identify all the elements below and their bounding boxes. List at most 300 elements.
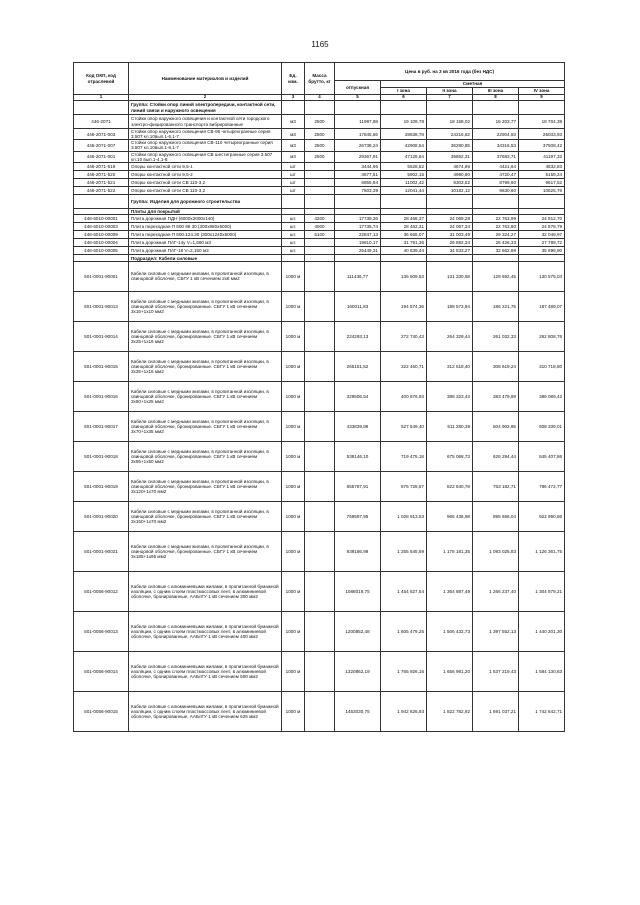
zone-1-price: 19 109,78: [381, 115, 427, 129]
item-mass: 2500: [305, 129, 335, 140]
item-name: Опоры контактной сети СВ 110-3,2: [129, 178, 282, 186]
zone-3-price: 1 397 552,13: [473, 611, 519, 651]
release-price: 25449,31: [335, 247, 381, 255]
zone-2-price: 1 822 782,92: [427, 691, 473, 731]
item-unit: шт.: [282, 231, 305, 239]
zone-4-price: 35 698,90: [519, 247, 565, 255]
zone-3-price: 22 763,99: [473, 215, 519, 223]
zone-2-price: 9303,52: [427, 178, 473, 186]
zone-1-price: 272 740,43: [381, 321, 427, 351]
item-name: Кабели силовые с медными жилами, в пропитанной изоляции, в свинцовой оболочке, бронированные. СБГУ 1 кВ сечением 3х120+1х70 мм2: [129, 471, 282, 501]
item-mass: [305, 162, 335, 170]
zone-3-price: 763 182,71: [473, 471, 519, 501]
empty-cell: [305, 101, 335, 115]
zone-3-price: 1 093 025,83: [473, 531, 519, 571]
item-unit: шт.: [282, 215, 305, 223]
table-row: [74, 531, 565, 571]
zone-3-price: 186 221,75: [473, 291, 519, 321]
zone-2-price: 31 003,49: [427, 231, 473, 239]
release-price: 433839,98: [335, 411, 381, 441]
item-unit: 1000 м: [282, 321, 305, 351]
zone-2-price: 511 280,39: [427, 411, 473, 441]
zone-2-price: 965 436,98: [427, 501, 473, 531]
zone-4-price: 1 304 879,21: [519, 571, 565, 611]
row-code-cell: [74, 194, 129, 208]
item-name: Кабели силовые с медными жилами, в пропитанной изоляции, в свинцовой оболочке, бронированные. СБГУ 1 кВ сечением 3х70+1х35 мм2: [129, 411, 282, 441]
zone-4-price: 41197,32: [519, 151, 565, 162]
release-price: 11997,88: [335, 115, 381, 129]
zone-3-price: 308 619,24: [473, 351, 519, 381]
item-name: Кабели силовые с алюминиевыми жилами, в пропитанной бумажной изоляции, с одним слоем пластмассовых лент, в алюминиевой оболочке, бронированные. ААБлГУ 1 кВ сечением 625 мм2: [129, 691, 282, 731]
zone-3-price: 25 426,33: [473, 239, 519, 247]
zone-1-price: 31 791,36: [381, 239, 427, 247]
zone-2-price: 4990,80: [427, 170, 473, 178]
item-mass: [305, 471, 335, 501]
zone-3-price: 22904,93: [473, 129, 519, 140]
table-row: [74, 651, 565, 691]
item-code: 446-6010-00005: [74, 247, 129, 255]
release-price: 265151,52: [335, 351, 381, 381]
item-code: 446-2071-001: [74, 151, 129, 162]
table-row: [74, 501, 565, 531]
release-price: 1088019,75: [335, 571, 381, 611]
table-row: [74, 351, 565, 381]
col-number: 1: [74, 95, 129, 101]
header-estimate: Сметная: [381, 81, 565, 88]
item-name: Плита дорожная ПДН (6000х2000х140): [129, 215, 282, 223]
table-row: [74, 261, 565, 291]
item-mass: [305, 381, 335, 411]
item-name: Плита дорожная ПАГ-18 V=2,160 м3: [129, 247, 282, 255]
item-code: 446-2071: [74, 115, 129, 129]
zone-3-price: 4720,47: [473, 170, 519, 178]
item-unit: м3: [282, 140, 305, 151]
item-mass: 2500: [305, 151, 335, 162]
zone-3-price: 37693,71: [473, 151, 519, 162]
item-name: Кабели силовые с медными жилами, в пропитанной изоляции, в свинцовой оболочке, СБГУ 1 кВ сечением 2х6 мм2: [129, 261, 282, 291]
header-zone-2: II зона: [427, 88, 473, 95]
item-name: Кабели силовые с алюминиевыми жилами, в пропитанной бумажной изоляции, с одним слоем пластмассовых лент, в алюминиевой оболочке, бронированные. ААБлГУ 1 кВ сечением 400 мм2: [129, 611, 282, 651]
item-name: Плита переходная П 600.124.30 (300х1240х6000): [129, 231, 282, 239]
item-mass: [305, 411, 335, 441]
zone-2-price: 675 068,73: [427, 441, 473, 471]
group-title: Группа: Стойки опор линий электропередачи, контактной сети, линий связи и наружного освещения: [129, 101, 282, 115]
zone-4-price: 386 089,42: [519, 381, 565, 411]
zone-1-price: 1 028 913,53: [381, 501, 427, 531]
item-mass: 4200: [305, 215, 335, 223]
zone-4-price: 645 407,86: [519, 441, 565, 471]
item-code: 501-0056-90015: [74, 691, 129, 731]
item-unit: шт: [282, 186, 305, 194]
zone-2-price: 1 656 981,20: [427, 651, 473, 691]
release-price: 17735,74: [335, 223, 381, 231]
item-name: Стойки опор наружного освещения и контактной сети городского электро-фицированного транспорта вибрированные: [129, 115, 282, 129]
zone-4-price: 130 575,04: [519, 261, 565, 291]
item-code: 501-0001-90001: [74, 261, 129, 291]
item-unit: шт.: [282, 239, 305, 247]
release-price: 7503,39: [335, 186, 381, 194]
item-mass: [305, 611, 335, 651]
item-unit: 1000 м: [282, 571, 305, 611]
zone-2-price: 36280,85: [427, 140, 473, 151]
table-row: [74, 151, 565, 162]
zone-2-price: 1 178 181,35: [427, 531, 473, 571]
item-mass: [305, 501, 335, 531]
table-row: [74, 140, 565, 151]
zone-1-price: 42908,54: [381, 140, 427, 151]
item-unit: 1000 м: [282, 351, 305, 381]
item-mass: [305, 170, 335, 178]
zone-2-price: 18 158,02: [427, 115, 473, 129]
item-unit: 1000 м: [282, 411, 305, 441]
zone-1-price: 194 574,36: [381, 291, 427, 321]
item-code: 501-0056-90014: [74, 651, 129, 691]
item-mass: 2500: [305, 140, 335, 151]
item-unit: 1000 м: [282, 611, 305, 651]
release-price: 1200852,48: [335, 611, 381, 651]
zone-4-price: 5159,24: [519, 170, 565, 178]
zone-1-price: 36 665,07: [381, 231, 427, 239]
zone-2-price: 131 330,58: [427, 261, 473, 291]
zone-4-price: 1 742 642,71: [519, 691, 565, 731]
table-body: [74, 101, 565, 732]
zone-3-price: 22 763,80: [473, 223, 519, 231]
zone-4-price: 10525,76: [519, 186, 565, 194]
item-unit: шт.: [282, 223, 305, 231]
zone-3-price: 32 662,88: [473, 247, 519, 255]
table-row: [74, 239, 565, 247]
zone-1-price: 11002,42: [381, 178, 427, 186]
item-name: Кабели силовые с алюминиевыми жилами, в пропитанной бумажной изоляции, с одним слоем пластмассовых лент, в алюминиевой оболочке, бронированные. ААБлГУ 1 кВ сечением 300 мм2: [129, 571, 282, 611]
table-row: [74, 247, 565, 255]
empty-cell: [305, 194, 335, 208]
zone-2-price: 24 067,34: [427, 223, 473, 231]
release-price: 538146,10: [335, 441, 381, 471]
release-price: 3677,51: [335, 170, 381, 178]
item-unit: 1000 м: [282, 471, 305, 501]
table-row: [74, 162, 565, 170]
zone-2-price: 188 573,94: [427, 291, 473, 321]
item-unit: 1000 м: [282, 531, 305, 571]
item-mass: [305, 178, 335, 186]
item-unit: м3: [282, 115, 305, 129]
zone-4-price: 1 584 130,83: [519, 651, 565, 691]
item-code: 501-0056-90012: [74, 571, 129, 611]
item-unit: м3: [282, 151, 305, 162]
release-price: 19810,17: [335, 239, 381, 247]
zone-1-price: 719 475,18: [381, 441, 427, 471]
zone-4-price: 922 990,86: [519, 501, 565, 531]
item-mass: [305, 441, 335, 471]
release-price: 329506,54: [335, 381, 381, 411]
zone-4-price: 508 339,01: [519, 411, 565, 441]
zone-1-price: 1 605 479,25: [381, 611, 427, 651]
header-price: Цена в руб. на 3 кв 2016 года (без НДС): [335, 63, 565, 81]
item-code: 501-0001-90020: [74, 501, 129, 531]
zone-3-price: 383 479,69: [473, 381, 519, 411]
zone-2-price: 24216,62: [427, 129, 473, 140]
zone-4-price: 262 808,76: [519, 321, 565, 351]
col-number: 2: [129, 95, 282, 101]
item-mass: 4000: [305, 223, 335, 231]
zone-2-price: 10182,12: [427, 186, 473, 194]
item-code: 446-6010-00001: [74, 215, 129, 223]
item-mass: [305, 651, 335, 691]
empty-cell: [427, 194, 473, 208]
col-number: 6: [381, 95, 427, 101]
empty-cell: [473, 101, 519, 115]
zone-2-price: 24 069,28: [427, 215, 473, 223]
item-unit: 1000 м: [282, 381, 305, 411]
zone-4-price: 25033,93: [519, 129, 565, 140]
table-row: [74, 571, 565, 611]
item-code: 501-0001-90018: [74, 441, 129, 471]
header-name: Наименование материалов и изделий: [129, 63, 282, 95]
item-unit: 1000 м: [282, 501, 305, 531]
zone-1-price: 5528,52: [381, 162, 427, 170]
zone-1-price: 1 765 926,16: [381, 651, 427, 691]
table-row: [74, 223, 565, 231]
item-mass: [305, 351, 335, 381]
release-price: 1320862,19: [335, 651, 381, 691]
zone-1-price: 40 839,44: [381, 247, 427, 255]
item-mass: [305, 186, 335, 194]
item-code: 501-0001-90019: [74, 471, 129, 501]
table-row: [74, 194, 565, 208]
item-unit: 1000 м: [282, 691, 305, 731]
col-number: 9: [519, 95, 565, 101]
header-zone-3: III зона: [473, 88, 519, 95]
zone-4-price: 27 789,72: [519, 239, 565, 247]
item-code: 501-0056-90013: [74, 611, 129, 651]
item-mass: [305, 531, 335, 571]
release-price: 29367,91: [335, 151, 381, 162]
item-unit: шт.: [282, 247, 305, 255]
table-row: [74, 115, 565, 129]
zone-3-price: 1 537 219,43: [473, 651, 519, 691]
table-row: [74, 381, 565, 411]
item-code: 501-0001-90017: [74, 411, 129, 441]
item-code: 501-0001-90021: [74, 531, 129, 571]
zone-3-price: 895 656,04: [473, 501, 519, 531]
zone-1-price: 12041,44: [381, 186, 427, 194]
zone-1-price: 28 462,31: [381, 223, 427, 231]
empty-cell: [473, 194, 519, 208]
item-code: 446-2071-520: [74, 170, 129, 178]
item-mass: [305, 691, 335, 731]
item-unit: 1000 м: [282, 651, 305, 691]
item-name: Опоры контактной сети 9,5-1: [129, 162, 282, 170]
zone-3-price: 129 692,45: [473, 261, 519, 291]
zone-4-price: 24 912,70: [519, 215, 565, 223]
table-row: [74, 611, 565, 651]
item-code: 446-2071-007: [74, 140, 129, 151]
page-number: 1165: [311, 40, 329, 49]
item-mass: [305, 239, 335, 247]
table-row: [74, 321, 565, 351]
empty-cell: [381, 101, 427, 115]
release-price: 655787,91: [335, 471, 381, 501]
item-unit: шт: [282, 178, 305, 186]
item-code: 446-6010-00004: [74, 239, 129, 247]
header-mass: Масса брутто, кг: [305, 63, 335, 95]
zone-2-price: 34 533,27: [427, 247, 473, 255]
item-name: Кабели силовые с медными жилами, в пропитанной изоляции, в свинцовой оболочке, бронированные. СБГУ 1 кВ сечением 3х150+1х70 мм2: [129, 501, 282, 531]
item-mass: 5100: [305, 231, 335, 239]
empty-cell: [519, 101, 565, 115]
item-unit: 1000 м: [282, 261, 305, 291]
item-mass: [305, 291, 335, 321]
empty-cell: [335, 101, 381, 115]
zone-2-price: 264 329,44: [427, 321, 473, 351]
zone-1-price: 135 509,53: [381, 261, 427, 291]
item-mass: [305, 247, 335, 255]
zone-2-price: 1 506 432,73: [427, 611, 473, 651]
col-number: 3: [282, 95, 305, 101]
item-mass: [305, 321, 335, 351]
item-name: Опоры контактной сети СВ 110-3,2: [129, 186, 282, 194]
item-unit: шт: [282, 162, 305, 170]
header-zone-4: IV зона: [519, 88, 565, 95]
zone-3-price: 8799,60: [473, 178, 519, 186]
item-mass: 2500: [305, 115, 335, 129]
item-mass: [305, 571, 335, 611]
zone-2-price: 1 364 887,49: [427, 571, 473, 611]
release-price: 939186,99: [335, 531, 381, 571]
table-row: [74, 691, 565, 731]
zone-1-price: 1 255 645,69: [381, 531, 427, 571]
empty-cell: [335, 194, 381, 208]
zone-4-price: 32 049,97: [519, 231, 565, 239]
header-zone-1: I зона: [381, 88, 427, 95]
header-unit: Ед. изм.: [282, 63, 305, 95]
zone-1-price: 1 942 626,93: [381, 691, 427, 731]
price-table: [73, 62, 565, 732]
zone-3-price: 9630,60: [473, 186, 519, 194]
item-name: Кабели силовые с медными жилами, в пропитанной изоляции, в свинцовой оболочке, бронированные. СБГУ 1 кВ сечением 3х95+1х50 мм2: [129, 441, 282, 471]
release-price: 1453030,75: [335, 691, 381, 731]
zone-1-price: 47126,64: [381, 151, 427, 162]
item-code: 501-0001-90015: [74, 351, 129, 381]
zone-2-price: 4674,86: [427, 162, 473, 170]
item-name: Плита переходная П 600 98 30 (300х980х6000): [129, 223, 282, 231]
zone-3-price: 4421,64: [473, 162, 519, 170]
item-name: Стойки опор наружного освещения СВ-95 четырехгранные серия 3.507 кл.10вып.1-6,1-7: [129, 129, 282, 140]
item-name: Стойки опор наружного освещения СВ шестигранные серия 3.507 кл.10 вып.1-4,1-8: [129, 151, 282, 162]
zone-1-price: 5902,15: [381, 170, 427, 178]
zone-3-price: 1 266 237,40: [473, 571, 519, 611]
empty-cell: [282, 101, 305, 115]
item-code: 501-0001-90014: [74, 321, 129, 351]
empty-cell: [282, 194, 305, 208]
release-price: 6855,94: [335, 178, 381, 186]
item-name: Кабели силовые с медными жилами, в пропитанной изоляции, в свинцовой оболочке, бронированные. СБГУ 1 кВ сечением 3х16+1х10 мм2: [129, 291, 282, 321]
zone-1-price: 28638,78: [381, 129, 427, 140]
zone-1-price: 876 728,67: [381, 471, 427, 501]
table-row: [74, 186, 565, 194]
zone-3-price: 1 691 037,21: [473, 691, 519, 731]
zone-1-price: 28 468,37: [381, 215, 427, 223]
item-name: Стойки опор наружного освещения СВ-110 четырехгранные серия 3.507 кл.10вып.1-6,1-7: [129, 140, 282, 151]
item-name: Кабели силовые с медными жилами, в пропитанной изоляции, в свинцовой оболочке, бронированные. СБГУ 1 кВ сечением 3х50+1х25 мм2: [129, 381, 282, 411]
col-number: 8: [473, 95, 519, 101]
zone-3-price: 34316,53: [473, 140, 519, 151]
zone-4-price: 187 489,07: [519, 291, 565, 321]
table-row: [74, 129, 565, 140]
item-unit: шт: [282, 170, 305, 178]
release-price: 26738,24: [335, 140, 381, 151]
zone-2-price: 312 518,40: [427, 351, 473, 381]
zone-1-price: 527 549,40: [381, 411, 427, 441]
zone-4-price: 24 878,79: [519, 223, 565, 231]
zone-3-price: 261 032,33: [473, 321, 519, 351]
item-name: Кабели силовые с медными жилами, в пропитанной изоляции, в свинцовой оболочке, бронированные. СБГУ 1 кВ сечением 3х185+1х95 мм2: [129, 531, 282, 571]
item-code: 446-2071-522: [74, 186, 129, 194]
zone-4-price: 37508,42: [519, 140, 565, 151]
release-price: 17739,26: [335, 215, 381, 223]
release-price: 22847,13: [335, 231, 381, 239]
zone-4-price: 18 704,39: [519, 115, 565, 129]
item-code: 446-2071-003: [74, 129, 129, 140]
release-price: 111436,77: [335, 261, 381, 291]
item-name: Кабели силовые с алюминиевыми жилами, в пропитанной бумажной изоляции, с одним слоем пластмассовых лент, в алюминиевой оболочке, бронированные. ААБлГУ 1 кВ сечением 500 мм2: [129, 651, 282, 691]
zone-2-price: 388 323,43: [427, 381, 473, 411]
empty-cell: [519, 194, 565, 208]
table-row: [74, 170, 565, 178]
zone-2-price: 39852,31: [427, 151, 473, 162]
release-price: 224293,13: [335, 321, 381, 351]
subgroup-title: Подраздел: Кабели силовые: [129, 255, 282, 262]
item-unit: 1000 м: [282, 291, 305, 321]
item-code: 446-6010-00009: [74, 231, 129, 239]
col-number: 7: [427, 95, 473, 101]
zone-4-price: 1 126 361,75: [519, 531, 565, 571]
item-name: Плита дорожная ПАГ-14у V=1,680 м3: [129, 239, 282, 247]
release-price: 769597,95: [335, 501, 381, 531]
subgroup-title: Плиты для покрытий: [129, 208, 282, 215]
release-price: 160011,83: [335, 291, 381, 321]
zone-1-price: 1 454 627,54: [381, 571, 427, 611]
zone-4-price: 4832,83: [519, 162, 565, 170]
zone-3-price: 626 294,44: [473, 441, 519, 471]
table-row: [74, 215, 565, 223]
col-number: 5: [335, 95, 381, 101]
release-price: 3444,96: [335, 162, 381, 170]
zone-2-price: 822 840,78: [427, 471, 473, 501]
zone-4-price: 1 440 201,30: [519, 611, 565, 651]
zone-1-price: 400 676,93: [381, 381, 427, 411]
zone-2-price: 26 882,34: [427, 239, 473, 247]
table-row: [74, 441, 565, 471]
item-mass: [305, 261, 335, 291]
item-name: Опоры контактной сети 9,5-2: [129, 170, 282, 178]
empty-cell: [381, 194, 427, 208]
zone-3-price: 504 902,95: [473, 411, 519, 441]
zone-4-price: 310 718,80: [519, 351, 565, 381]
table-row: [74, 411, 565, 441]
table-row: [74, 178, 565, 186]
row-code-cell: [74, 101, 129, 115]
item-name: Кабели силовые с медными жилами, в пропитанной изоляции, в свинцовой оболочке, бронированные. СБГУ 1 кВ сечением 3х25+1х16 мм2: [129, 321, 282, 351]
item-code: 446-2071-521: [74, 178, 129, 186]
table-row: [74, 101, 565, 115]
item-unit: 1000 м: [282, 441, 305, 471]
zone-3-price: 15 203,77: [473, 115, 519, 129]
item-name: Кабели силовые с медными жилами, в пропитанной изоляции, в свинцовой оболочке, бронированные. СБГУ 1 кВ сечением 3х35+1х16 мм2: [129, 351, 282, 381]
table-row: [74, 471, 565, 501]
header-code: Код ОКП, код отраслевой: [74, 63, 129, 95]
table-row: [74, 231, 565, 239]
